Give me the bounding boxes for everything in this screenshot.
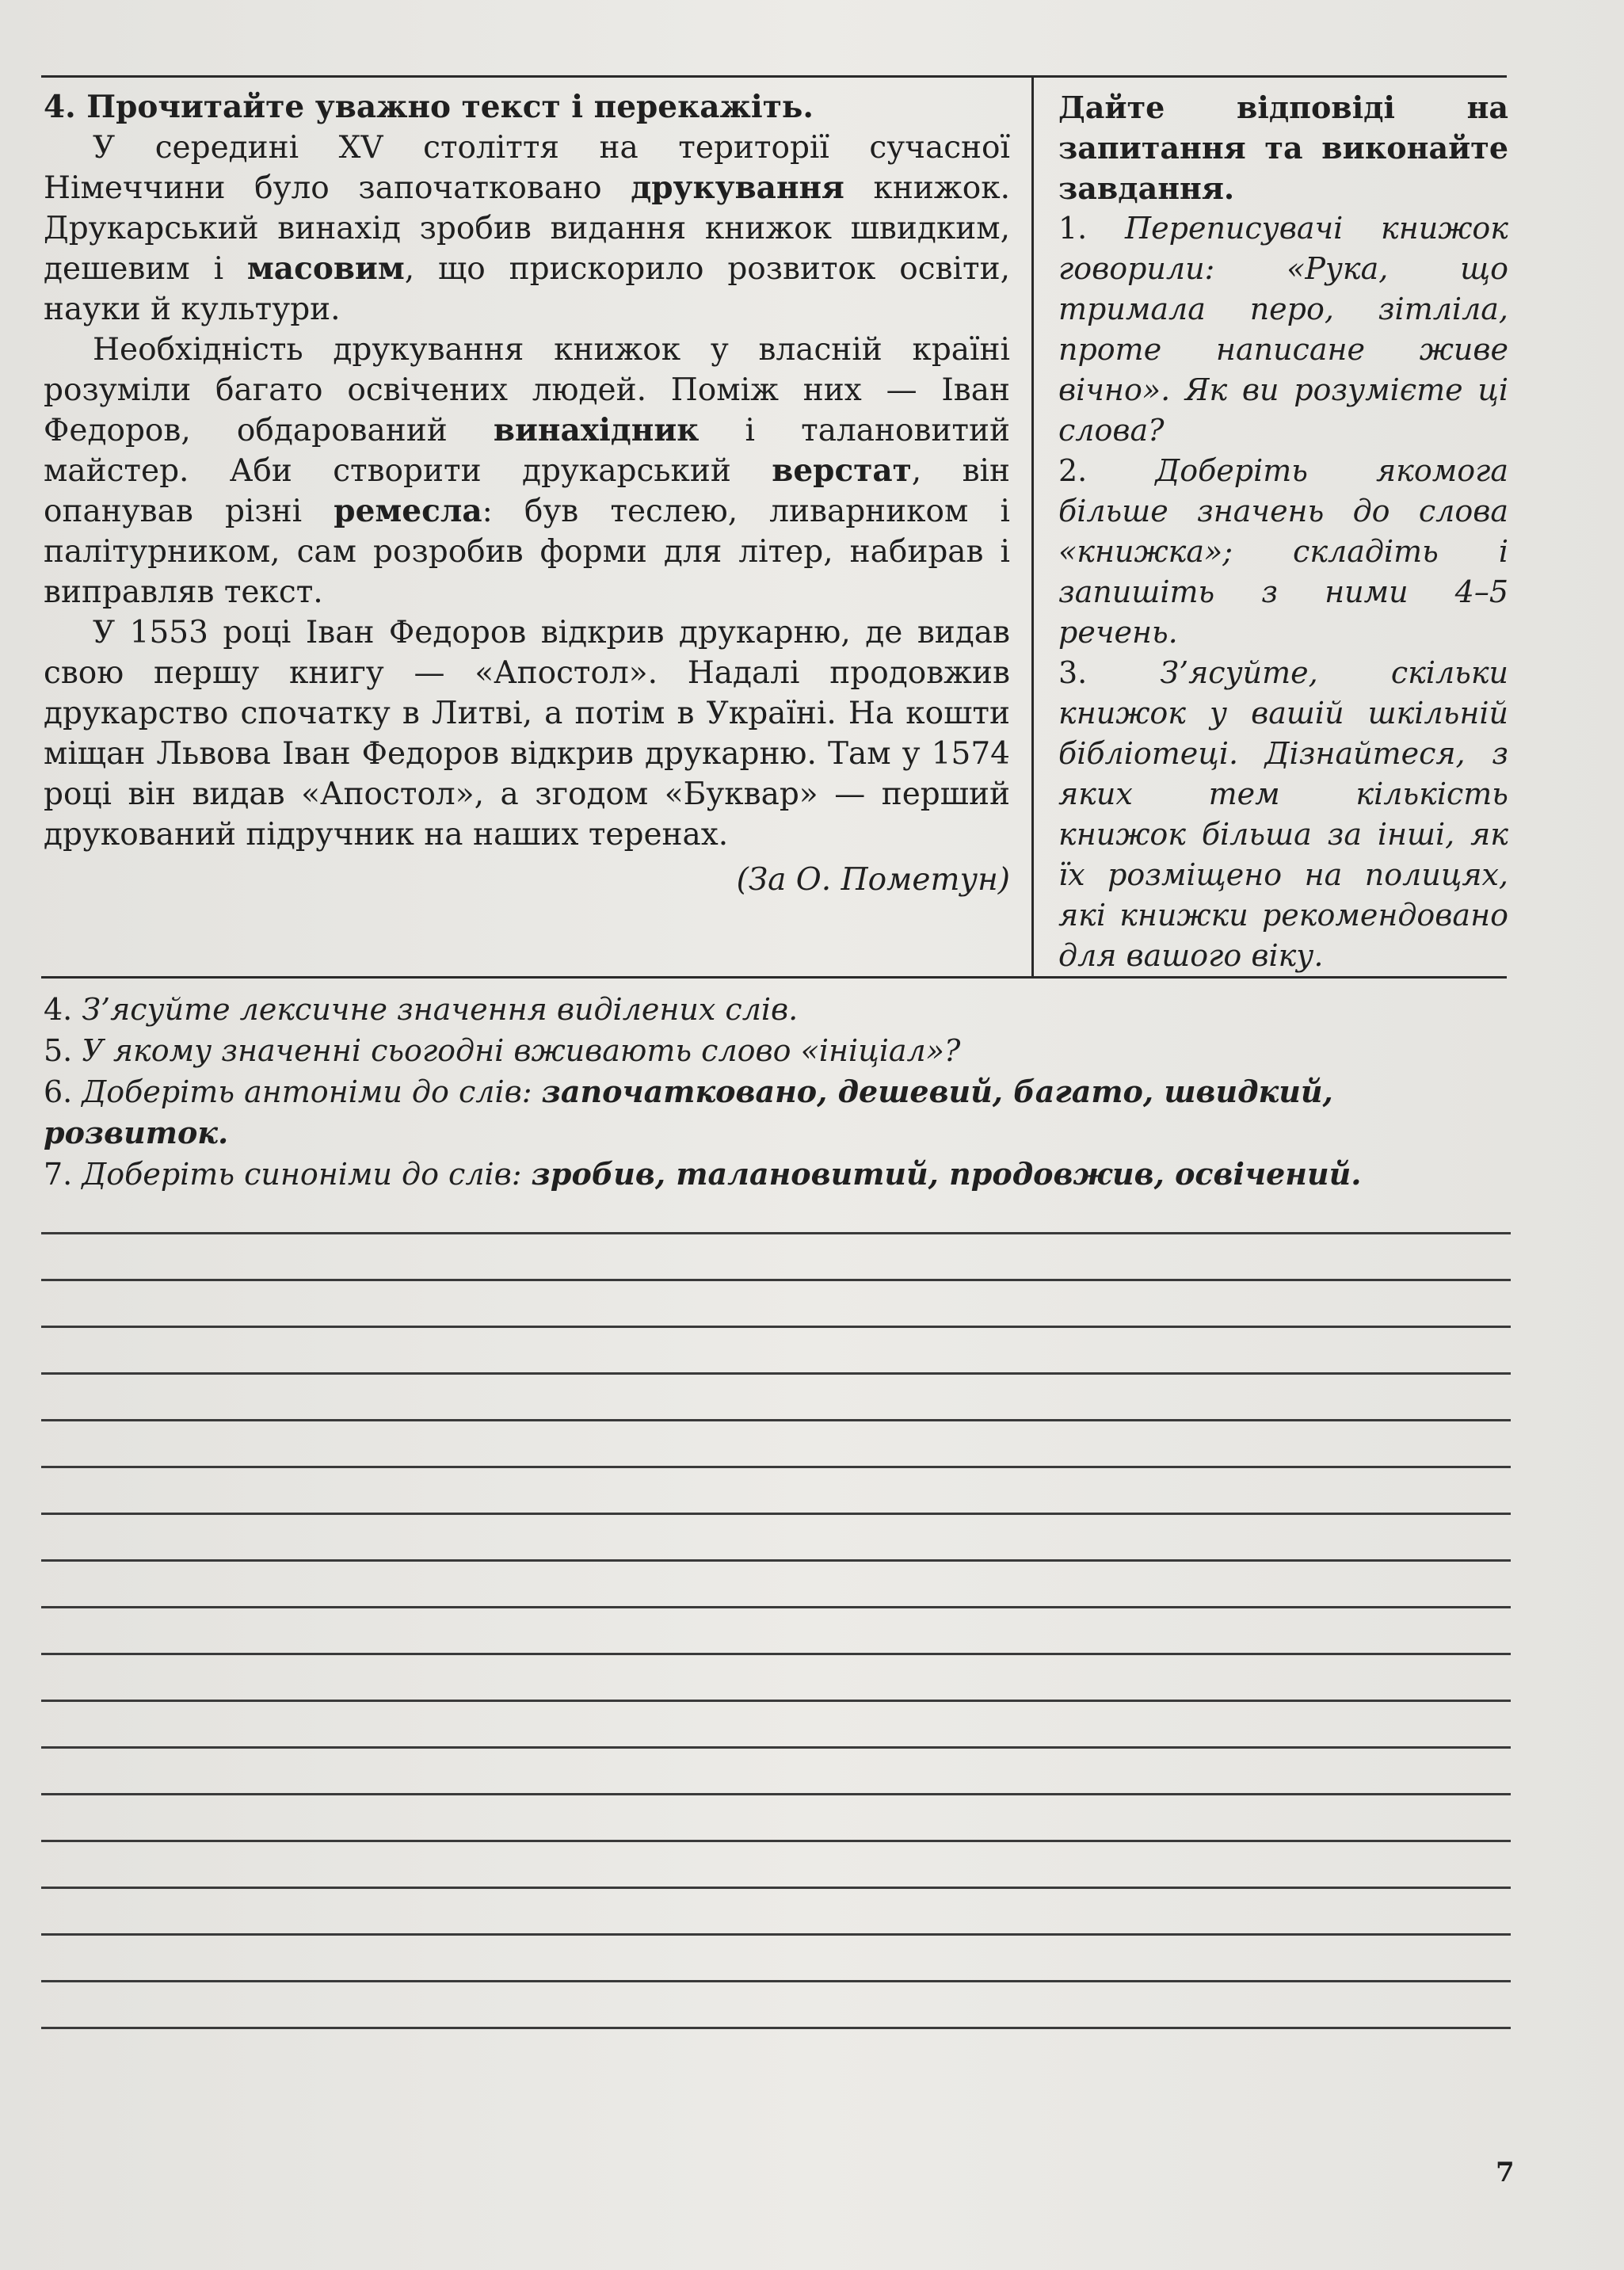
highlighted-word: винахідник <box>493 412 700 448</box>
top-rule <box>41 75 1507 78</box>
writing-line[interactable] <box>41 1372 1511 1375</box>
side-task: 1. Переписувачі книжок говорили: «Рука, що тримала перо, зітліла, проте написане живе вічно». Як ви розумієте ці слова? <box>1058 211 1508 448</box>
writing-line[interactable] <box>41 1700 1511 1702</box>
highlighted-word: ремесла <box>334 493 482 529</box>
writing-line[interactable] <box>41 1559 1511 1562</box>
question-item: 4. З’ясуйте лексичне значення виділених слів. <box>44 992 799 1027</box>
section-rule <box>41 976 1507 979</box>
writing-line[interactable] <box>41 1466 1511 1468</box>
writing-line[interactable] <box>41 1513 1511 1515</box>
page-number: 7 <box>1496 2157 1515 2188</box>
task-title: 4. Прочитайте уважно текст і перекажіть. <box>44 89 814 125</box>
side-task: 3. З’ясуйте, скільки книжок у вашій шкільній бібліотеці. Дізнайтеся, з яких тем кількість книжок більша за інші, як їх розміщено на полицях, які книжки рекомендовано для вашого віку. <box>1058 655 1508 973</box>
side-tasks-column <box>1058 87 1508 976</box>
highlighted-word: верстат <box>772 452 912 489</box>
writing-line[interactable] <box>41 1840 1511 1842</box>
writing-lines <box>41 1232 1511 2074</box>
question-item: 7. Доберіть синоніми до слів: зробив, талановитий, продовжив, освічений. <box>44 1156 1362 1192</box>
paragraph-2: Необхідність друкування книжок у власній країні розуміли багато освічених людей. Поміж них — Іван Федоров, обдарований винахідник і талановитий майстер. Аби створити друкарський верстат, він опанував різні ремесла: був теслею, ливарником і палітурником, сам розробив форми для літер, набирав і виправляв текст. <box>44 332 1010 610</box>
writing-line[interactable] <box>41 1606 1511 1608</box>
highlighted-word: друкування <box>631 170 844 206</box>
question-item: 6. Доберіть антоніми до слів: започатковано, дешевий, багато, швидкий, розвиток. <box>44 1074 1333 1150</box>
writing-line[interactable] <box>41 1887 1511 1889</box>
writing-line[interactable] <box>41 1793 1511 1795</box>
writing-line[interactable] <box>41 1980 1511 1982</box>
paragraph-1: У середині XV століття на території сучасної Німеччини було започатковано друкування книжок. Друкарський винахід зробив видання книжок швидким, дешевим і масовим, що прискорило розвиток освіти, науки й культури. <box>44 130 1011 327</box>
writing-line[interactable] <box>41 1653 1511 1655</box>
source-attribution: (За О. Пометун) <box>736 862 1010 898</box>
side-tasks-heading: Дайте відповіді на запитання та виконайте завдання. <box>1058 90 1508 206</box>
reading-text-column <box>44 87 1010 900</box>
questions-list <box>44 989 1509 1195</box>
writing-line[interactable] <box>41 1933 1511 1936</box>
column-divider <box>1031 75 1034 976</box>
question-item: 5. У якому значенні сьогодні вживають слово «ініціал»? <box>44 1033 961 1068</box>
writing-line[interactable] <box>41 1232 1511 1234</box>
writing-line[interactable] <box>41 2027 1511 2029</box>
writing-line[interactable] <box>41 1746 1511 1749</box>
writing-line[interactable] <box>41 1279 1511 1281</box>
side-task: 2. Доберіть якомога більше значень до слова «книжка»; складіть і запишіть з ними 4–5 речень. <box>1058 453 1508 650</box>
writing-line[interactable] <box>41 1419 1511 1421</box>
paragraph-3: У 1553 році Іван Федоров відкрив друкарню, де видав свою першу книгу — «Апостол». Надалі продовжив друкарство спочатку в Литві, а потім в Україні. На кошти міщан Львова Іван Федоров відкрив друкарню. Там у 1574 році він видав «Апостол», а згодом «Буквар» — перший друкований підручник на наших теренах. <box>44 615 1010 853</box>
writing-line[interactable] <box>41 1326 1511 1328</box>
highlighted-word: масовим <box>246 250 405 287</box>
